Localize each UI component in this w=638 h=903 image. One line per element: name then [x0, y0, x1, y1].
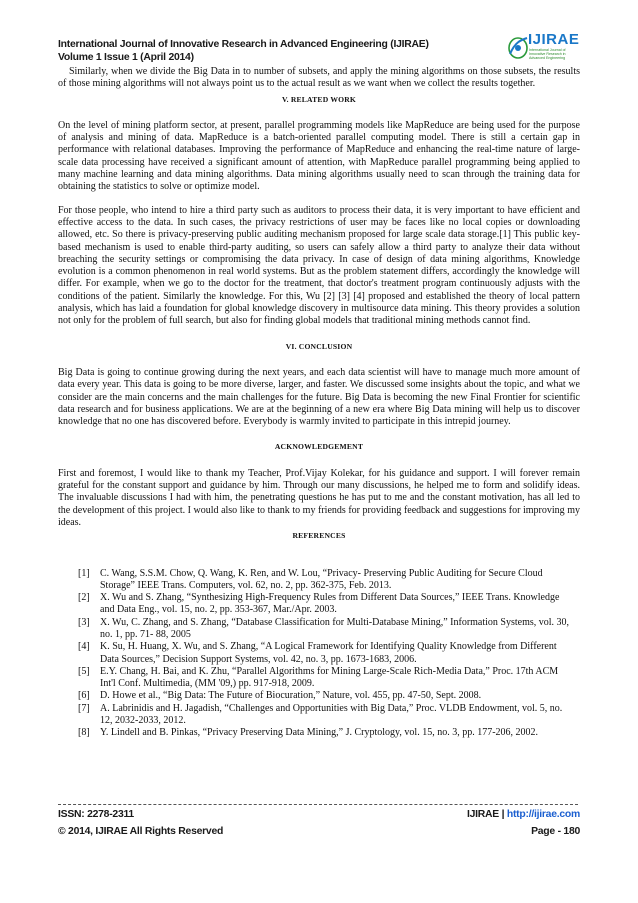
- journal-logo: [507, 31, 583, 64]
- reference-item: [58, 727, 580, 739]
- related-work-heading: V. RELATED WORK: [281, 94, 357, 104]
- logo-swoosh-icon: [507, 34, 529, 60]
- reference-text: E.Y. Chang, H. Bai, and K. Zhu, “Parallel Algorithms for Mining Large-Scale Rich-Media Data,” Proc. 17th ACM Int'l Conf. Multimedia, (MM '09,) pp. 917-918, 2009.: [100, 665, 559, 690]
- footer-journal-link: [467, 809, 580, 821]
- related-work-paragraph: For those people, who intend to hire a third party such as auditors to process their data, it is very important to have efficient and effective access to the data. In such cases, the privacy restrictions of user may be faces like no local copies or downloading allowed, etc. So there is privacy-preserving public auditing mechanism proposed for large scale data storage.[1] This public key-based mechanism is used to enable third-party auditing, so users can safely allow a third party to analyze their data without breaching the security settings or compromising the data privacy. In case of design of data mining algorithms, Knowledge evolution is a common phenomenon in real world systems. But as the problem statement differs, accordingly the knowledge will differ. For example, when we go to the doctor for the treatment, that doctor's treatment program continuously adjusts with the conditions of the patient. Similarly the knowledge. For this, Wu [2] [3] [4] proposed and established the theory of local pattern analysis, which has laid a foundation for global knowledge discovery in multisource data mining. This theory provides a solution not only for the problem of full search, but also for finding global models that traditional mining methods cannot find.: [58, 204, 580, 327]
- reference-text: D. Howe et al., “Big Data: The Future of Biocuration,” Nature, vol. 455, pp. 47-50, Sept. 2008.: [100, 690, 482, 702]
- reference-item: [58, 568, 580, 593]
- reference-text: K. Su, H. Huang, X. Wu, and S. Zhang, “A Logical Framework for Identifying Quality Knowledge from Different Data Sources,” Decision Support Systems, vol. 42, no. 3, pp. 1673-1683, 2006.: [100, 641, 557, 665]
- references-heading: REFERENCES: [292, 531, 346, 541]
- logo-tagline: [529, 48, 583, 61]
- reference-item: [58, 666, 580, 691]
- conclusion-paragraph: Big Data is going to continue growing during the next years, and each data scientist will have to manage much more amount of data every year. This data is going to be more diverse, larger, and faster. We discussed some insights about the topic, and what we consider are the main concerns and the main challenges for the future. Big Data is becoming the new Final Frontier for scientific data research and for business applications. We are at the beginning of a new era where Big Data mining will help us to discover knowledge that no one has discovered before. Everybody is warmly invited to participate in this intrepid journey.: [58, 366, 580, 428]
- reference-text: Y. Lindell and B. Pinkas, “Privacy Preserving Data Mining,” J. Cryptology, vol. 15, no. 3, pp. 177-206, 2002.: [100, 727, 539, 739]
- logo-tagline-line: Innovative Research in: [529, 52, 566, 57]
- journal-issue: Volume 1 Issue 1 (April 2014): [58, 52, 194, 63]
- conclusion-heading: VI. CONCLUSION: [285, 341, 353, 351]
- logo-tagline-line: Advanced Engineering: [529, 56, 566, 61]
- footer-issn: ISSN: 2278-2311: [58, 809, 134, 820]
- footer-journal-prefix: IJIRAE |: [466, 809, 507, 820]
- reference-item: [58, 641, 580, 666]
- reference-item: [58, 703, 580, 728]
- reference-number: [6]: [78, 690, 90, 702]
- reference-number: [8]: [78, 727, 90, 739]
- footer-page-number: Page - 180: [531, 826, 580, 837]
- logo-wordmark: IJIRAE: [528, 31, 580, 48]
- reference-number: [1]: [78, 567, 90, 579]
- reference-text: X. Wu and S. Zhang, “Synthesizing High-Frequency Rules from Different Data Sources,” IEEE Trans. Knowledge and Data Eng., vol. 15, no. 2, pp. 353-367, Mar./Apr. 2003.: [100, 592, 560, 616]
- related-work-paragraph: On the level of mining platform sector, at present, parallel programming models like MapReduce are being used for the purpose of analysis and mining of data. MapReduce is a batch-oriented parallel computing model. There is still a certain gap in performance with relational databases. Improving the performance of MapReduce and enhancing the real-time nature of large-scale data processing have received a significant amount of attention, with MapReduce parallel programming being applied to many machine learning and data mining algorithms. Data mining algorithms usually need to scan through the training data for obtaining the statistics to solve or optimize model.: [58, 119, 580, 193]
- reference-number: [7]: [78, 702, 90, 714]
- reference-item: [58, 617, 580, 642]
- reference-number: [4]: [78, 641, 90, 653]
- acknowledgement-heading: ACKNOWLEDGEMENT: [274, 442, 364, 452]
- journal-title: International Journal of Innovative Research in Advanced Engineering (IJIRAE): [58, 39, 429, 50]
- reference-text: A. Labrinidis and H. Jagadish, “Challenges and Opportunities with Big Data,” Proc. VLDB Endowment, vol. 5, no. 12, 2032-2033, 2012.: [100, 702, 563, 727]
- logo-tagline-line: International Journal of: [529, 48, 566, 52]
- footer-copyright: © 2014, IJIRAE All Rights Reserved: [58, 826, 224, 837]
- reference-number: [2]: [78, 592, 90, 604]
- reference-number: [5]: [78, 665, 90, 677]
- reference-text: X. Wu, C. Zhang, and S. Zhang, “Database Classification for Multi-Database Mining,” Information Systems, vol. 30, no. 1, pp. 71- 88, 2005: [100, 616, 570, 640]
- reference-item: [58, 690, 580, 702]
- acknowledgement-paragraph: First and foremost, I would like to thank my Teacher, Prof.Vijay Kolekar, for his guidance and support. I will forever remain grateful for the constant support and guidance by him. Through our many discussions, he helped me to form and solidify ideas. The invaluable discussions I had with him, the penetrating questions he has put to me and the constant motivation, has all led to the development of this project. I would also like to thank to my friends for providing feedback and suggestions for improving my ideas.: [58, 467, 580, 528]
- reference-list: [58, 568, 580, 740]
- footer-divider: [58, 804, 578, 805]
- reference-number: [3]: [78, 616, 90, 628]
- reference-text: C. Wang, S.S.M. Chow, Q. Wang, K. Ren, and W. Lou, “Privacy- Preserving Public Auditing for Secure Cloud Storage” IEEE Trans. Computers, vol. 62, no. 2, pp. 362-375, Feb. 2013.: [100, 567, 543, 591]
- journal-url-link[interactable]: http://ijirae.com: [506, 809, 580, 820]
- reference-item: [58, 592, 580, 617]
- intro-paragraph: Similarly, when we divide the Big Data in to number of subsets, and apply the mining algorithms on those subsets, the results of those mining algorithms will not always point us to the actual result as we want when we collect the results together.: [58, 66, 580, 90]
- article-body: [58, 66, 580, 740]
